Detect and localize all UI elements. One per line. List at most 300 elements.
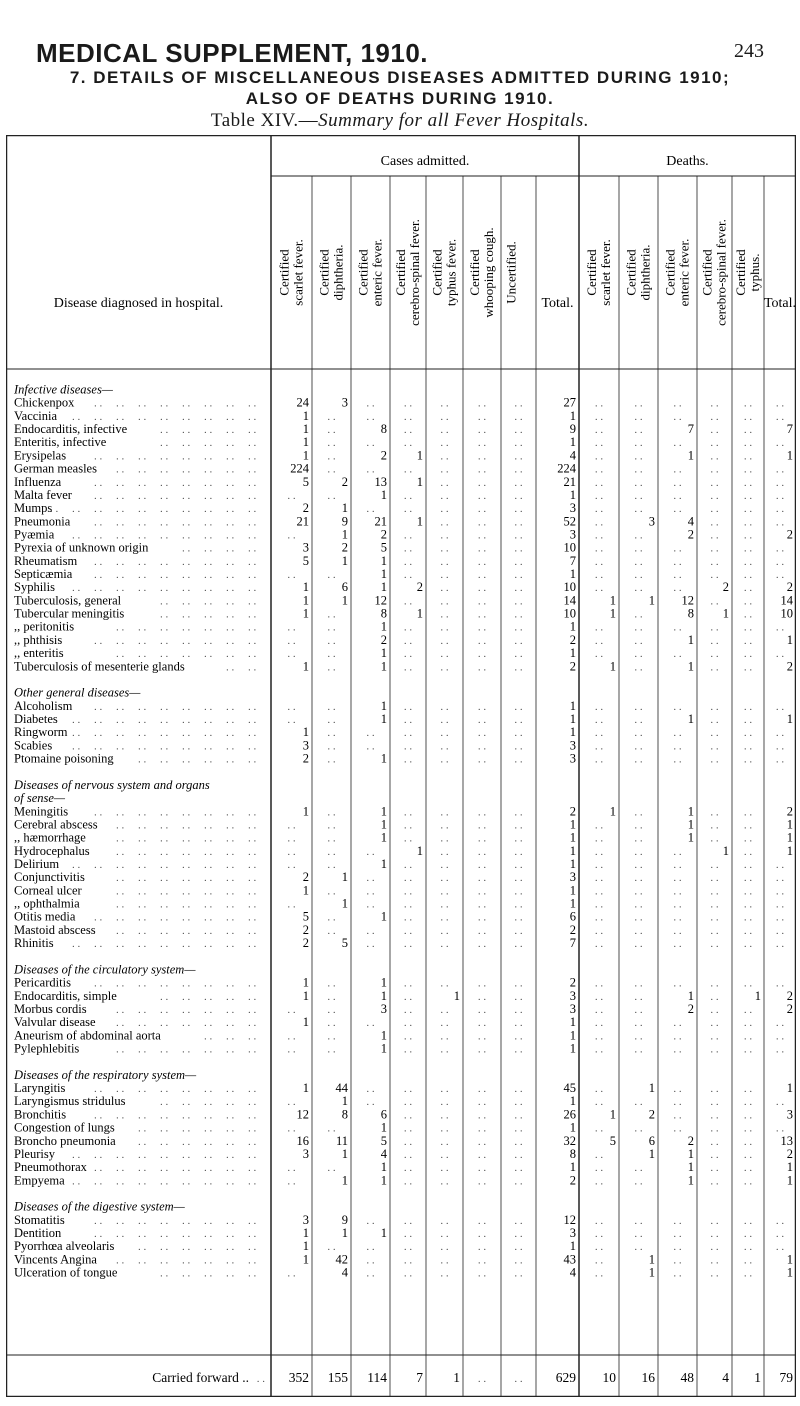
- empty-cell-dots: . .: [743, 621, 753, 634]
- empty-cell-dots: . .: [477, 806, 487, 819]
- empty-cell-dots: . .: [403, 555, 413, 568]
- leader-dots: . .: [182, 489, 191, 502]
- table-cell: 1: [687, 1146, 694, 1161]
- leader-dots: . .: [116, 924, 125, 937]
- table-cell: 10: [563, 540, 576, 555]
- empty-cell-dots: . .: [710, 1175, 719, 1188]
- table-cell: 8: [687, 606, 694, 621]
- leader-dots: . .: [248, 806, 257, 819]
- leader-dots: . .: [226, 555, 235, 568]
- empty-cell-dots: . .: [403, 1083, 413, 1096]
- empty-cell-dots: . .: [634, 424, 643, 437]
- table-cell: 1: [302, 988, 309, 1003]
- leader-dots: . .: [226, 858, 235, 871]
- table-cell: 52: [563, 514, 576, 529]
- leader-dots: . .: [248, 582, 257, 595]
- leader-dots: . .: [182, 463, 191, 476]
- empty-cell-dots: . .: [710, 1135, 719, 1148]
- leader-dots: . .: [182, 410, 191, 423]
- section-title: [8, 67, 792, 109]
- leader-dots: . .: [182, 621, 191, 634]
- empty-cell-dots: . .: [403, 872, 413, 885]
- table-cell: 1: [786, 448, 793, 463]
- empty-cell-dots: . .: [775, 476, 785, 489]
- leader-dots: . .: [226, 911, 235, 924]
- empty-cell-dots: . .: [514, 1030, 523, 1043]
- leader-dots: . .: [204, 621, 213, 634]
- empty-cell-dots: . .: [440, 463, 449, 476]
- empty-cell-dots: . .: [775, 1214, 785, 1227]
- empty-cell-dots: . .: [287, 569, 296, 582]
- table-cell: 1: [380, 1028, 387, 1043]
- empty-cell-dots: . .: [594, 753, 604, 766]
- table-cell: 1: [302, 422, 309, 437]
- table-cell: 1: [341, 1173, 348, 1188]
- empty-cell-dots: . .: [440, 753, 449, 766]
- table-cell: 45: [563, 1081, 576, 1096]
- empty-cell-dots: . .: [634, 555, 643, 568]
- empty-cell-dots: . .: [366, 410, 375, 423]
- empty-cell-dots: . .: [594, 489, 604, 502]
- disease-name: German measles: [14, 461, 97, 476]
- leader-dots: . .: [160, 595, 169, 608]
- table-cell: 21: [296, 514, 309, 529]
- table-cell: 1: [687, 632, 694, 647]
- disease-name: Pyæmia: [14, 527, 55, 542]
- column-header-line1: Certified: [584, 249, 599, 296]
- leader-dots: . .: [248, 463, 257, 476]
- table-cell: 32: [563, 1133, 576, 1148]
- leader-dots: . .: [248, 450, 257, 463]
- empty-cell-dots: . .: [710, 595, 719, 608]
- leader-dots: . .: [226, 990, 235, 1003]
- empty-cell-dots: . .: [634, 740, 643, 753]
- empty-cell-dots: . .: [710, 1043, 719, 1056]
- leader-dots: . .: [138, 450, 147, 463]
- leader-dots: . .: [248, 700, 257, 713]
- empty-cell-dots: . .: [594, 1122, 604, 1135]
- leader-dots: . .: [94, 397, 103, 410]
- leader-dots: . .: [204, 529, 213, 542]
- empty-cell-dots: . .: [594, 700, 604, 713]
- empty-cell-dots: . .: [594, 938, 604, 951]
- empty-cell-dots: . .: [594, 898, 604, 911]
- leader-dots: . .: [204, 450, 213, 463]
- empty-cell-dots: . .: [514, 806, 523, 819]
- leader-dots: . .: [204, 898, 213, 911]
- empty-cell-dots: . .: [514, 569, 523, 582]
- leader-dots: . .: [116, 1003, 125, 1016]
- table-cell: 1: [569, 1028, 576, 1043]
- leader-dots: . .: [94, 911, 103, 924]
- empty-cell-dots: . .: [287, 1162, 296, 1175]
- leader-dots: . .: [248, 1267, 257, 1280]
- leader-dots: . .: [226, 1175, 235, 1188]
- empty-cell-dots: . .: [403, 1162, 413, 1175]
- empty-cell-dots: . .: [514, 463, 523, 476]
- leader-dots: . .: [248, 542, 257, 555]
- leader-dots: . .: [204, 410, 213, 423]
- empty-cell-dots: . .: [743, 819, 753, 832]
- column-header: [624, 245, 653, 301]
- empty-cell-dots: . .: [634, 582, 643, 595]
- leader-dots: . .: [182, 1083, 191, 1096]
- empty-cell-dots: . .: [287, 1267, 296, 1280]
- leader-dots: . .: [226, 424, 235, 437]
- leader-dots: . .: [50, 503, 59, 516]
- empty-cell-dots: . .: [634, 938, 643, 951]
- empty-cell-dots: . .: [594, 424, 604, 437]
- disease-name: Erysipelas: [14, 448, 67, 463]
- leader-dots: . .: [226, 1214, 235, 1227]
- leader-dots: . .: [204, 1254, 213, 1267]
- table-cell: 1: [380, 1120, 387, 1135]
- empty-cell-dots: . .: [775, 977, 785, 990]
- leader-dots: . .: [204, 740, 213, 753]
- leader-dots: . .: [226, 621, 235, 634]
- table-cell: 2: [648, 1107, 655, 1122]
- leader-dots: . .: [226, 608, 235, 621]
- empty-cell-dots: . .: [673, 938, 682, 951]
- leader-dots: . .: [138, 1175, 147, 1188]
- leader-dots: . .: [182, 503, 191, 516]
- leader-dots: . .: [72, 938, 81, 951]
- empty-cell-dots: . .: [287, 1175, 296, 1188]
- column-header-line2: diphtheria.: [637, 244, 653, 301]
- empty-cell-dots: . .: [594, 1254, 604, 1267]
- table-cell: 1: [648, 1252, 655, 1267]
- empty-cell-dots: . .: [743, 977, 753, 990]
- empty-cell-dots: . .: [710, 1241, 719, 1254]
- empty-cell-dots: . .: [594, 885, 604, 898]
- empty-cell-dots: . .: [366, 397, 375, 410]
- leader-dots: . .: [204, 832, 213, 845]
- empty-cell-dots: . .: [634, 1228, 643, 1241]
- column-header-line2: typhus.: [747, 253, 762, 292]
- disease-name: Delirium: [14, 856, 60, 871]
- leader-dots: . .: [182, 582, 191, 595]
- empty-cell-dots: . .: [775, 727, 785, 740]
- leader-dots: . .: [182, 1043, 191, 1056]
- leader-dots: . .: [226, 542, 235, 555]
- empty-cell-dots: . .: [775, 938, 785, 951]
- empty-cell-dots: . .: [403, 1122, 413, 1135]
- empty-cell-dots: . .: [634, 990, 643, 1003]
- empty-cell-dots: . .: [440, 410, 449, 423]
- empty-cell-dots: . .: [673, 753, 682, 766]
- empty-cell-dots: . .: [403, 621, 413, 634]
- empty-cell-dots: . .: [673, 1254, 682, 1267]
- empty-cell-dots: . .: [775, 410, 785, 423]
- empty-cell-dots: . .: [440, 977, 449, 990]
- leader-dots: . .: [182, 1003, 191, 1016]
- leader-dots: . .: [226, 1096, 235, 1109]
- leader-dots: . .: [248, 845, 257, 858]
- leader-dots: . .: [248, 740, 257, 753]
- leader-dots: . .: [182, 1017, 191, 1030]
- empty-cell-dots: . .: [634, 885, 643, 898]
- table-cell: 12: [563, 1212, 576, 1227]
- empty-cell-dots: . .: [743, 1241, 753, 1254]
- empty-cell-dots: . .: [743, 410, 753, 423]
- empty-cell-dots: . .: [743, 397, 753, 410]
- table-cell: 1: [302, 580, 309, 595]
- table-cell: 2: [341, 474, 348, 489]
- carried-forward-cell: 48: [680, 1370, 694, 1385]
- empty-cell-dots: . .: [594, 1083, 604, 1096]
- column-header-total: Total.: [763, 296, 796, 311]
- leader-dots: . .: [248, 753, 257, 766]
- leader-dots: . .: [160, 872, 169, 885]
- leader-dots: . .: [94, 410, 103, 423]
- leader-dots: . .: [138, 885, 147, 898]
- empty-cell-dots: . .: [673, 1043, 682, 1056]
- column-header: [277, 239, 306, 305]
- table-cell: 2: [786, 527, 793, 542]
- leader-dots: . .: [160, 555, 169, 568]
- empty-cell-dots: . .: [710, 489, 719, 502]
- empty-cell-dots: . .: [477, 582, 487, 595]
- empty-cell-dots: . .: [594, 1228, 604, 1241]
- empty-cell-dots: . .: [403, 569, 413, 582]
- table-cell: 1: [302, 804, 309, 819]
- empty-cell-dots: . .: [477, 1228, 487, 1241]
- empty-cell-dots: . .: [514, 1254, 523, 1267]
- empty-cell-dots: . .: [743, 938, 753, 951]
- table-cell: 1: [687, 830, 694, 845]
- empty-cell-dots: . .: [477, 819, 487, 832]
- table-cell: 1: [341, 553, 348, 568]
- leader-dots: . .: [248, 595, 257, 608]
- leader-dots: . .: [160, 529, 169, 542]
- empty-cell-dots: . .: [743, 1017, 753, 1030]
- empty-cell-dots: . .: [514, 410, 523, 423]
- empty-cell-dots: . .: [710, 476, 719, 489]
- leader-dots: . .: [204, 977, 213, 990]
- leader-dots: . .: [160, 1109, 169, 1122]
- empty-cell-dots: . .: [327, 424, 336, 437]
- empty-cell-dots: . .: [403, 714, 413, 726]
- leader-dots: . .: [160, 582, 169, 595]
- empty-cell-dots: . .: [327, 740, 336, 753]
- leader-dots: . .: [138, 1003, 147, 1016]
- leader-dots: . .: [248, 1109, 257, 1122]
- disease-name: Vaccinia: [14, 408, 58, 423]
- leader-dots: . .: [248, 832, 257, 845]
- empty-cell-dots: . .: [440, 819, 449, 832]
- table-cell: 26: [563, 1107, 576, 1122]
- table-cell: 21: [374, 514, 387, 529]
- table-cell: 21: [563, 474, 576, 489]
- empty-cell-dots: . .: [594, 450, 604, 463]
- empty-cell-dots: . .: [594, 1148, 604, 1161]
- table-cell: 2: [380, 527, 387, 542]
- running-header: MEDICAL SUPPLEMENT, 1910.: [36, 38, 429, 68]
- leader-dots: . .: [226, 1162, 235, 1175]
- table-cell: 2: [786, 659, 793, 674]
- leader-dots: . .: [182, 832, 191, 845]
- leader-dots: . .: [138, 1017, 147, 1030]
- table-cell: 1: [302, 1226, 309, 1241]
- table-cell: 42: [335, 1252, 348, 1267]
- empty-cell-dots: . .: [477, 516, 487, 529]
- leader-dots: . .: [182, 1162, 191, 1175]
- empty-cell-dots: . .: [673, 977, 682, 990]
- empty-cell-dots: . .: [514, 832, 523, 845]
- table-cell: 1: [609, 606, 616, 621]
- table-cell: 1: [380, 1173, 387, 1188]
- leader-dots: . .: [204, 714, 213, 726]
- empty-cell-dots: . .: [477, 714, 487, 726]
- leader-dots: . .: [160, 410, 169, 423]
- table-cell: 6: [380, 1107, 387, 1122]
- empty-cell-dots: . .: [743, 437, 753, 450]
- empty-cell-dots: . .: [514, 1162, 523, 1175]
- empty-cell-dots: . .: [440, 569, 449, 582]
- table-cell: 1: [380, 1160, 387, 1175]
- leader-dots: . .: [94, 740, 103, 753]
- leader-dots: . .: [204, 1214, 213, 1227]
- leader-dots: . .: [138, 397, 147, 410]
- empty-cell-dots: . .: [710, 542, 719, 555]
- empty-cell-dots: . .: [440, 1003, 449, 1016]
- leader-dots: . .: [182, 938, 191, 951]
- empty-cell-dots: . .: [366, 845, 375, 858]
- leader-dots: . .: [226, 740, 235, 753]
- empty-cell-dots: . .: [477, 542, 487, 555]
- column-header: [700, 219, 729, 326]
- empty-cell-dots: . .: [743, 634, 753, 647]
- table-cell: 1: [341, 527, 348, 542]
- empty-cell-dots: . .: [514, 595, 523, 608]
- empty-cell-dots: . .: [514, 1148, 523, 1161]
- empty-cell-dots: . .: [743, 1043, 753, 1056]
- empty-cell-dots: . .: [594, 740, 604, 753]
- table-cell: 1: [609, 1107, 616, 1122]
- leader-dots: . .: [160, 1241, 169, 1254]
- leader-dots: . .: [138, 503, 147, 516]
- leader-dots: . .: [182, 529, 191, 542]
- table-cell: 3: [569, 501, 576, 516]
- leader-dots: . .: [160, 450, 169, 463]
- table-cell: 1: [786, 1081, 793, 1096]
- empty-cell-dots: . .: [634, 727, 643, 740]
- leader-dots: . .: [72, 503, 81, 516]
- empty-cell-dots: . .: [634, 476, 643, 489]
- empty-cell-dots: . .: [634, 1043, 643, 1056]
- empty-cell-dots: . .: [634, 832, 643, 845]
- leader-dots: . .: [226, 661, 235, 674]
- empty-cell-dots: . .: [634, 1241, 643, 1254]
- leader-dots: . .: [182, 806, 191, 819]
- table-cell: 3: [302, 540, 309, 555]
- empty-cell-dots: . .: [366, 1267, 375, 1280]
- empty-cell-dots: . .: [327, 727, 336, 740]
- table-cell: 1: [786, 1265, 793, 1280]
- disease-name: Pylephlebitis: [14, 1041, 80, 1056]
- disease-name: Otitis media: [14, 909, 76, 924]
- leader-dots: . .: [94, 1214, 103, 1227]
- leader-dots: . .: [138, 463, 147, 476]
- leader-dots: . .: [116, 463, 125, 476]
- leader-dots: . .: [138, 911, 147, 924]
- disease-name: Influenza: [14, 474, 62, 489]
- empty-cell-dots: . .: [673, 582, 682, 595]
- empty-cell-dots: . .: [477, 1096, 487, 1109]
- empty-cell-dots: . .: [673, 542, 682, 555]
- table-cell: 2: [786, 1146, 793, 1161]
- leader-dots: . .: [116, 1175, 125, 1188]
- leader-dots: . .: [226, 569, 235, 582]
- leader-dots: . .: [116, 516, 125, 529]
- leader-dots: . .: [160, 924, 169, 937]
- empty-cell-dots: . .: [743, 700, 753, 713]
- empty-cell-dots: . .: [287, 858, 296, 871]
- leader-dots: . .: [204, 476, 213, 489]
- empty-cell-dots: . .: [440, 1135, 449, 1148]
- empty-cell-dots: . .: [743, 1083, 753, 1096]
- leader-dots: . .: [94, 582, 103, 595]
- table-cell: 24: [296, 395, 309, 410]
- empty-cell-dots: . .: [594, 990, 604, 1003]
- empty-cell-dots: . .: [403, 1214, 413, 1227]
- empty-cell-dots: . .: [594, 529, 604, 542]
- disease-name: Ringworm: [14, 725, 68, 740]
- table-cell: 3: [569, 751, 576, 766]
- table-cell: 2: [569, 1173, 576, 1188]
- empty-cell-dots: . .: [440, 911, 449, 924]
- table-cell: 1: [416, 474, 423, 489]
- leader-dots: . .: [204, 990, 213, 1003]
- empty-cell-dots: . .: [514, 1214, 523, 1227]
- table-cell: 13: [780, 1133, 793, 1148]
- leader-dots: . .: [248, 437, 257, 450]
- table-cell: 1: [786, 817, 793, 832]
- leader-dots: . .: [138, 582, 147, 595]
- empty-cell-dots: . .: [366, 1254, 375, 1267]
- leader-dots: . .: [94, 700, 103, 713]
- empty-cell-dots: . .: [327, 700, 336, 713]
- table-cell: 5: [302, 474, 309, 489]
- table-cell: 1: [569, 567, 576, 582]
- empty-cell-dots: . .: [477, 503, 487, 516]
- empty-cell-dots: . .: [514, 740, 523, 753]
- leader-dots: . .: [204, 938, 213, 951]
- leader-dots: . .: [72, 740, 81, 753]
- empty-cell-dots: . .: [440, 648, 449, 661]
- leader-dots: . .: [204, 397, 213, 410]
- empty-cell-dots: . .: [514, 700, 523, 713]
- leader-dots: . .: [182, 714, 191, 726]
- leader-dots: . .: [160, 634, 169, 647]
- leader-dots: . .: [160, 832, 169, 845]
- leader-dots: . .: [248, 911, 257, 924]
- leader-dots: . .: [138, 569, 147, 582]
- table-cell: 7: [687, 422, 694, 437]
- leader-dots: . .: [248, 489, 257, 502]
- table-cell: 1: [569, 408, 576, 423]
- leader-dots: . .: [94, 634, 103, 647]
- table-cell: 1: [341, 896, 348, 911]
- table-cell: 2: [687, 1001, 694, 1016]
- table-cell: 9: [341, 1212, 348, 1227]
- empty-cell-dots: . .: [743, 885, 753, 898]
- column-header: [356, 239, 385, 307]
- table-cell: 6: [648, 1133, 655, 1148]
- table-cell: 2: [569, 975, 576, 990]
- empty-cell-dots: . .: [366, 740, 375, 753]
- leader-dots: . .: [248, 1241, 257, 1254]
